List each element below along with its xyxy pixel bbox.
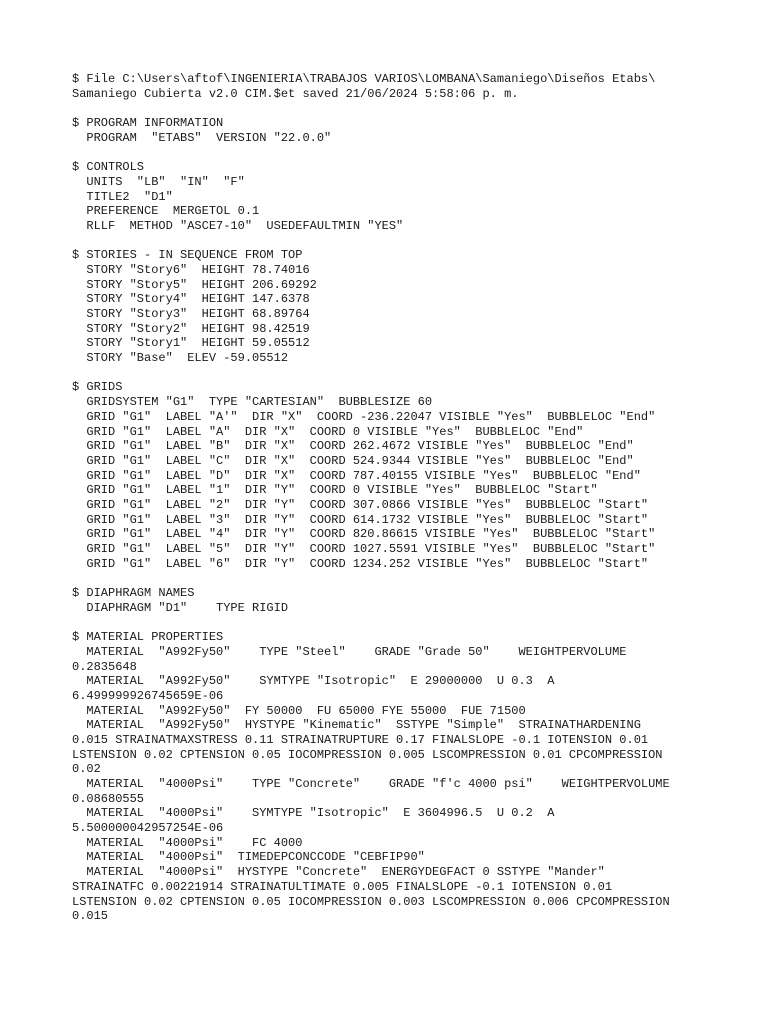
document-line: LSTENSION 0.02 CPTENSION 0.05 IOCOMPRESSION 0.005 LSCOMPRESSION 0.01 CPCOMPRESSION (72, 747, 663, 762)
document-line: GRID "G1" LABEL "4" DIR "Y" COORD 820.86615 VISIBLE "Yes" BUBBLELOC "Start" (72, 527, 656, 542)
document-line: GRID "G1" LABEL "C" DIR "X" COORD 524.9344 VISIBLE "Yes" BUBBLELOC "End" (72, 453, 634, 468)
document-line: 5.500000042957254E-06 (72, 821, 224, 836)
section-heading: $ File C:\Users\aftof\INGENIERIA\TRABAJOS VARIOS\LOMBANA\Samaniego\Diseños Etabs\ (72, 72, 656, 86)
document-line: GRID "G1" LABEL "D" DIR "X" COORD 787.40155 VISIBLE "Yes" BUBBLELOC "End" (72, 468, 641, 483)
document-line: 0.2835648 (72, 659, 137, 674)
document-line: TITLE2 "D1" (72, 189, 173, 204)
document-line: 6.499999926745659E-06 (72, 688, 224, 703)
document-line: STORY "Story3" HEIGHT 68.89764 (72, 307, 310, 321)
document-line: DIAPHRAGM "D1" TYPE RIGID (72, 600, 289, 615)
document-line: STORY "Story6" HEIGHT 78.74016 (72, 262, 310, 277)
document-line: STRAINATFC 0.00221914 STRAINATULTIMATE 0.005 FINALSLOPE -0.1 IOTENSION 0.01 (72, 879, 613, 894)
document-line: MATERIAL "4000Psi" TYPE "Concrete" GRADE "f'c 4000 psi" WEIGHTPERVOLUME (72, 777, 670, 791)
blank-line (72, 101, 712, 116)
document-line: MATERIAL "4000Psi" TIMEDEPCONCCODE "CEBFIP90" (72, 850, 425, 865)
document-line: GRID "G1" LABEL "5" DIR "Y" COORD 1027.5591 VISIBLE "Yes" BUBBLELOC "Start" (72, 542, 656, 556)
section-heading: $ STORIES - IN SEQUENCE FROM TOP (72, 248, 303, 263)
document-line: GRID "G1" LABEL "A" DIR "X" COORD 0 VISIBLE "Yes" BUBBLELOC "End" (72, 424, 584, 439)
blank-line (72, 366, 712, 381)
document-line: MATERIAL "A992Fy50" SYMTYPE "Isotropic" E 29000000 U 0.3 A (72, 674, 555, 689)
document-page (72, 72, 712, 924)
document-line: GRID "G1" LABEL "1" DIR "Y" COORD 0 VISIBLE "Yes" BUBBLELOC "Start" (72, 483, 598, 498)
section-heading: $ CONTROLS (72, 160, 145, 175)
document-line: MATERIAL "4000Psi" HYSTYPE "Concrete" ENERGYDEGFACT 0 SSTYPE "Mander" (72, 865, 605, 880)
section-heading: $ GRIDS (72, 380, 123, 395)
document-line: STORY "Story1" HEIGHT 59.05512 (72, 336, 310, 351)
document-line: PROGRAM "ETABS" VERSION "22.0.0" (72, 130, 332, 145)
section-heading: $ PROGRAM INFORMATION (72, 116, 224, 131)
document-line: STORY "Story2" HEIGHT 98.42519 (72, 321, 310, 336)
document-line: GRID "G1" LABEL "6" DIR "Y" COORD 1234.252 VISIBLE "Yes" BUBBLELOC "Start" (72, 556, 649, 571)
document-line: MATERIAL "4000Psi" SYMTYPE "Isotropic" E 3604996.5 U 0.2 A (72, 806, 555, 821)
document-line: STORY "Story5" HEIGHT 206.69292 (72, 277, 317, 292)
document-line: GRID "G1" LABEL "B" DIR "X" COORD 262.4672 VISIBLE "Yes" BUBBLELOC "End" (72, 439, 634, 454)
document-line: MATERIAL "A992Fy50" FY 50000 FU 65000 FYE 55000 FUE 71500 (72, 703, 526, 718)
document-line: STORY "Base" ELEV -59.05512 (72, 351, 289, 366)
document-line: 0.02 (72, 762, 101, 777)
document-line: LSTENSION 0.02 CPTENSION 0.05 IOCOMPRESSION 0.003 LSCOMPRESSION 0.006 CPCOMPRESSION (72, 894, 670, 909)
document-line: GRID "G1" LABEL "2" DIR "Y" COORD 307.0866 VISIBLE "Yes" BUBBLELOC "Start" (72, 497, 649, 512)
document-line: PREFERENCE MERGETOL 0.1 (72, 204, 260, 219)
document-line: MATERIAL "4000Psi" FC 4000 (72, 835, 303, 850)
document-line: MATERIAL "A992Fy50" TYPE "Steel" GRADE "Grade 50" WEIGHTPERVOLUME (72, 644, 627, 659)
document-line: MATERIAL "A992Fy50" HYSTYPE "Kinematic" SSTYPE "Simple" STRAINATHARDENING (72, 718, 641, 733)
document-line: 0.015 STRAINATMAXSTRESS 0.11 STRAINATRUPTURE 0.17 FINALSLOPE -0.1 IOTENSION 0.01 (72, 732, 649, 747)
blank-line (72, 571, 712, 586)
document-line: GRIDSYSTEM "G1" TYPE "CARTESIAN" BUBBLESIZE 60 (72, 395, 433, 410)
section-heading: $ DIAPHRAGM NAMES (72, 586, 195, 601)
document-line: GRID "G1" LABEL "A'" DIR "X" COORD -236.22047 VISIBLE "Yes" BUBBLELOC "End" (72, 409, 656, 424)
document-line: RLLF METHOD "ASCE7-10" USEDEFAULTMIN "YES" (72, 218, 404, 233)
blank-line (72, 234, 712, 249)
document-line: Samaniego Cubierta v2.0 CIM.$et saved 21/06/2024 5:58:06 p. m. (72, 86, 519, 101)
document-line: 0.015 (72, 909, 109, 924)
document-line: 0.08680555 (72, 791, 145, 806)
blank-line (72, 145, 712, 160)
document-line: UNITS "LB" "IN" "F" (72, 174, 245, 189)
section-heading: $ MATERIAL PROPERTIES (72, 630, 224, 645)
document-line: GRID "G1" LABEL "3" DIR "Y" COORD 614.1732 VISIBLE "Yes" BUBBLELOC "Start" (72, 512, 649, 527)
blank-line (72, 615, 712, 630)
document-line: STORY "Story4" HEIGHT 147.6378 (72, 292, 310, 307)
